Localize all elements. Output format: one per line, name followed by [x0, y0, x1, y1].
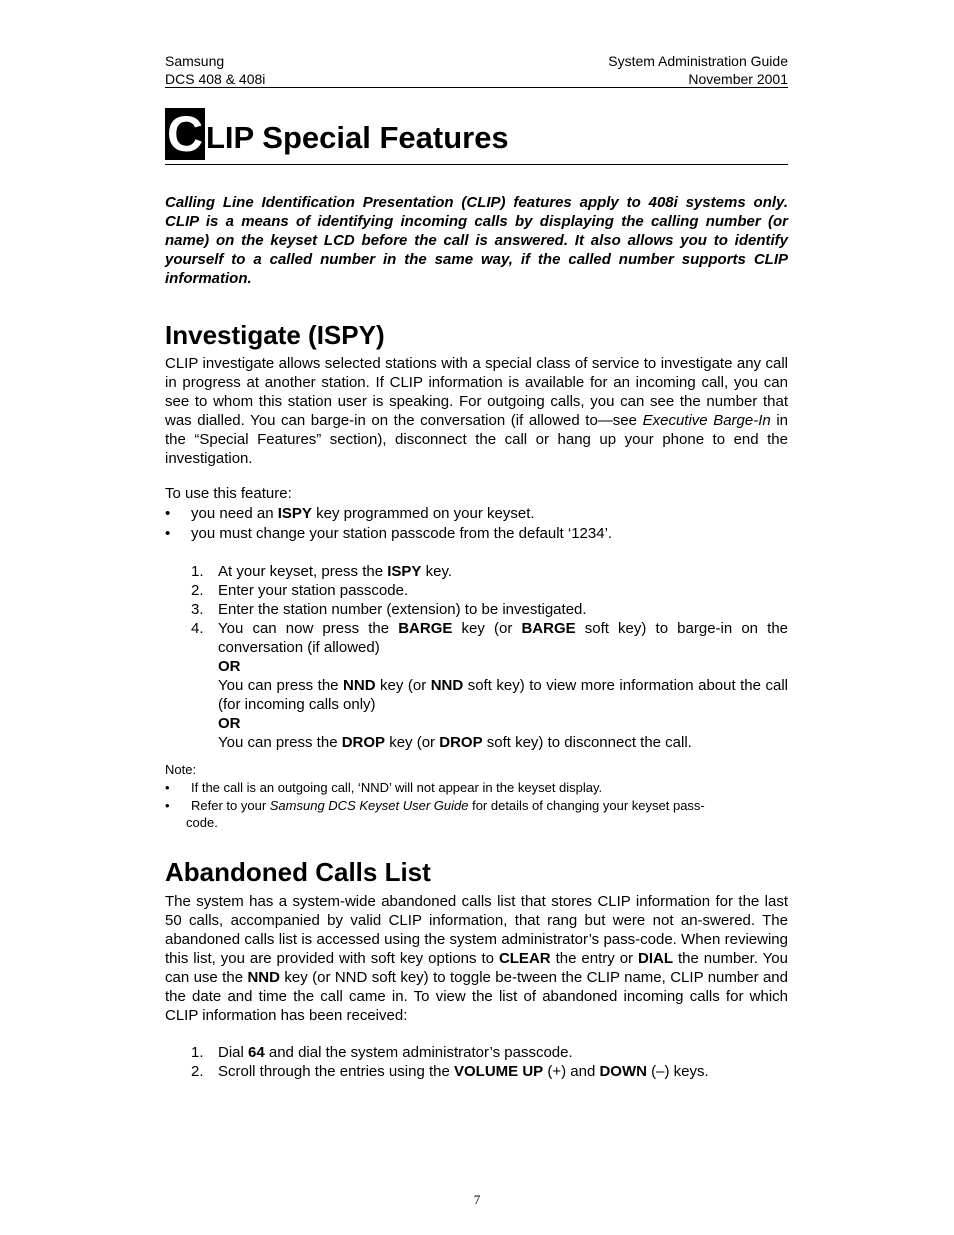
header-product: DCS 408 & 408i: [165, 71, 266, 87]
note-text-part: for details of changing your keyset pass-: [468, 798, 705, 813]
key-label: BARGE: [398, 620, 453, 637]
note-text: [191, 797, 788, 814]
use-feature-intro: To use this feature:: [165, 485, 292, 502]
abandoned-text: the number. You can use the: [165, 950, 788, 986]
key-label: DROP: [439, 734, 483, 751]
step-number: 2.: [191, 1063, 204, 1080]
header-right: [608, 52, 788, 88]
key-label: NND: [343, 677, 376, 694]
step-text-part: (–) keys.: [646, 1063, 709, 1080]
section-heading-ispy: Investigate (ISPY): [165, 320, 385, 350]
ispy-key-label: ISPY: [277, 505, 312, 522]
key-label: NND: [247, 969, 280, 986]
step-text-part: At your keyset, press the: [218, 563, 388, 580]
ispy-description-text-end: in the “Special Features” section), disconnect the call or hang up your phone to end the investigation.: [165, 412, 789, 467]
key-label: DROP: [341, 734, 386, 751]
ispy-description: [165, 354, 788, 468]
section-heading-abandoned-calls: Abandoned Calls List: [165, 857, 431, 887]
step-text-part: soft key) to view more information about the call (for incoming calls only): [218, 677, 788, 713]
or-separator: OR: [218, 658, 241, 675]
step-text-part: soft key) to disconnect the call.: [482, 734, 692, 751]
ispy-description-text: CLIP investigate allows selected stations with a special class of service to investigate any call in progress at another station. If CLIP information is available for an incoming call, you can see to whom this station user is speaking. For outgoing calls, you can see the number that was dialled. You can barge-in on the conversation (if allowed to—see: [165, 355, 788, 429]
step-text-part: key (or: [385, 734, 440, 751]
abandoned-description: [165, 892, 788, 1025]
keyset-user-guide-ref: Samsung DCS Keyset User Guide: [269, 798, 469, 813]
intro-paragraph: Calling Line Identification Presentation (CLIP) features apply to 408i systems only. CLIP is a means of identifying incoming calls by displaying the calling number (or name) on the keyset LCD before the call is answered. It also allows you to identify yourself to a called number in the same way, if the called number supports CLIP information.: [165, 194, 788, 287]
step-text-part: soft key) to barge-in on the conversation (if allowed): [218, 620, 788, 656]
abandoned-text: key (or NND soft key) to toggle be-tween the CLIP name, CLIP number and the date and time the call came in. To view the list of abandoned incoming calls for which CLIP information has been received:: [165, 969, 788, 1024]
step-text: [218, 562, 788, 581]
key-label: BARGE: [521, 620, 576, 637]
step-text-part: key.: [421, 563, 453, 580]
step-text-part: Scroll through the entries using the: [218, 1063, 454, 1080]
note-label: Note:: [165, 762, 197, 777]
page-title: [165, 108, 788, 165]
step-text-part: You can press the: [218, 677, 344, 694]
bullet-icon: •: [165, 505, 171, 522]
step-text: [218, 619, 788, 752]
page-number: 7: [473, 1192, 481, 1207]
step-text: Enter the station number (extension) to be investigated.: [218, 601, 587, 618]
title-drop-cap: C: [166, 106, 204, 162]
nnd-option: [218, 676, 788, 714]
note-text: If the call is an outgoing call, ‘NND’ will not appear in the keyset display.: [191, 780, 603, 795]
bullet-text: [191, 504, 788, 523]
step-text-part: You can press the: [218, 734, 342, 751]
note-text-part: Refer to your: [191, 798, 270, 813]
header-guide-title: System Administration Guide: [608, 53, 788, 69]
step-text-part: You can now press the: [218, 620, 399, 637]
drop-option: [218, 733, 788, 752]
key-label: NND: [430, 677, 464, 694]
header-rule: [165, 87, 788, 88]
key-label: DOWN: [599, 1063, 647, 1080]
key-label: CLEAR: [498, 950, 551, 967]
step-text-part: key (or: [375, 677, 431, 694]
header-company: Samsung: [165, 53, 225, 69]
step-text-part: (+) and: [543, 1063, 600, 1080]
abandoned-text: The system has a system-wide abandoned calls list that stores CLIP information for the last 50 calls, accompanied by valid CLIP information, that rang but were not an-swered. The abandoned calls list is accessed using the system administrator’s pass-code. When reviewing this list, you are provided with soft key options to: [165, 893, 788, 967]
barge-option: [218, 619, 788, 657]
bullet-text-part: key programmed on your keyset.: [311, 505, 535, 522]
step-text: [218, 1062, 788, 1081]
bullet-text: you must change your station passcode from the default ‘1234’.: [191, 525, 613, 542]
title-text: LIP Special Features: [206, 120, 509, 155]
step-number: 4.: [191, 620, 204, 637]
bullet-icon: •: [165, 780, 170, 795]
or-separator: OR: [218, 715, 241, 732]
bullet-icon: •: [165, 798, 170, 813]
key-label: ISPY: [387, 563, 422, 580]
step-text: Enter your station passcode.: [218, 582, 409, 599]
key-label: DIAL: [638, 950, 673, 967]
step-number: 1.: [191, 1044, 204, 1061]
step-number: 1.: [191, 563, 204, 580]
bullet-text-part: you need an: [191, 505, 278, 522]
key-label: 64: [248, 1044, 265, 1061]
key-label: VOLUME UP: [453, 1063, 544, 1080]
header-left: [165, 52, 265, 88]
executive-barge-in-ref: Executive Barge-In: [642, 412, 771, 429]
header-date: November 2001: [688, 71, 788, 87]
step-text: [218, 1043, 788, 1062]
note-text-continued: code.: [186, 815, 218, 830]
step-text-part: Dial: [218, 1044, 249, 1061]
step-number: 2.: [191, 582, 204, 599]
bullet-icon: •: [165, 525, 171, 542]
abandoned-text: the entry or: [550, 950, 638, 967]
step-number: 3.: [191, 601, 204, 618]
step-text-part: and dial the system administrator’s passcode.: [264, 1044, 573, 1061]
step-text-part: key (or: [452, 620, 522, 637]
